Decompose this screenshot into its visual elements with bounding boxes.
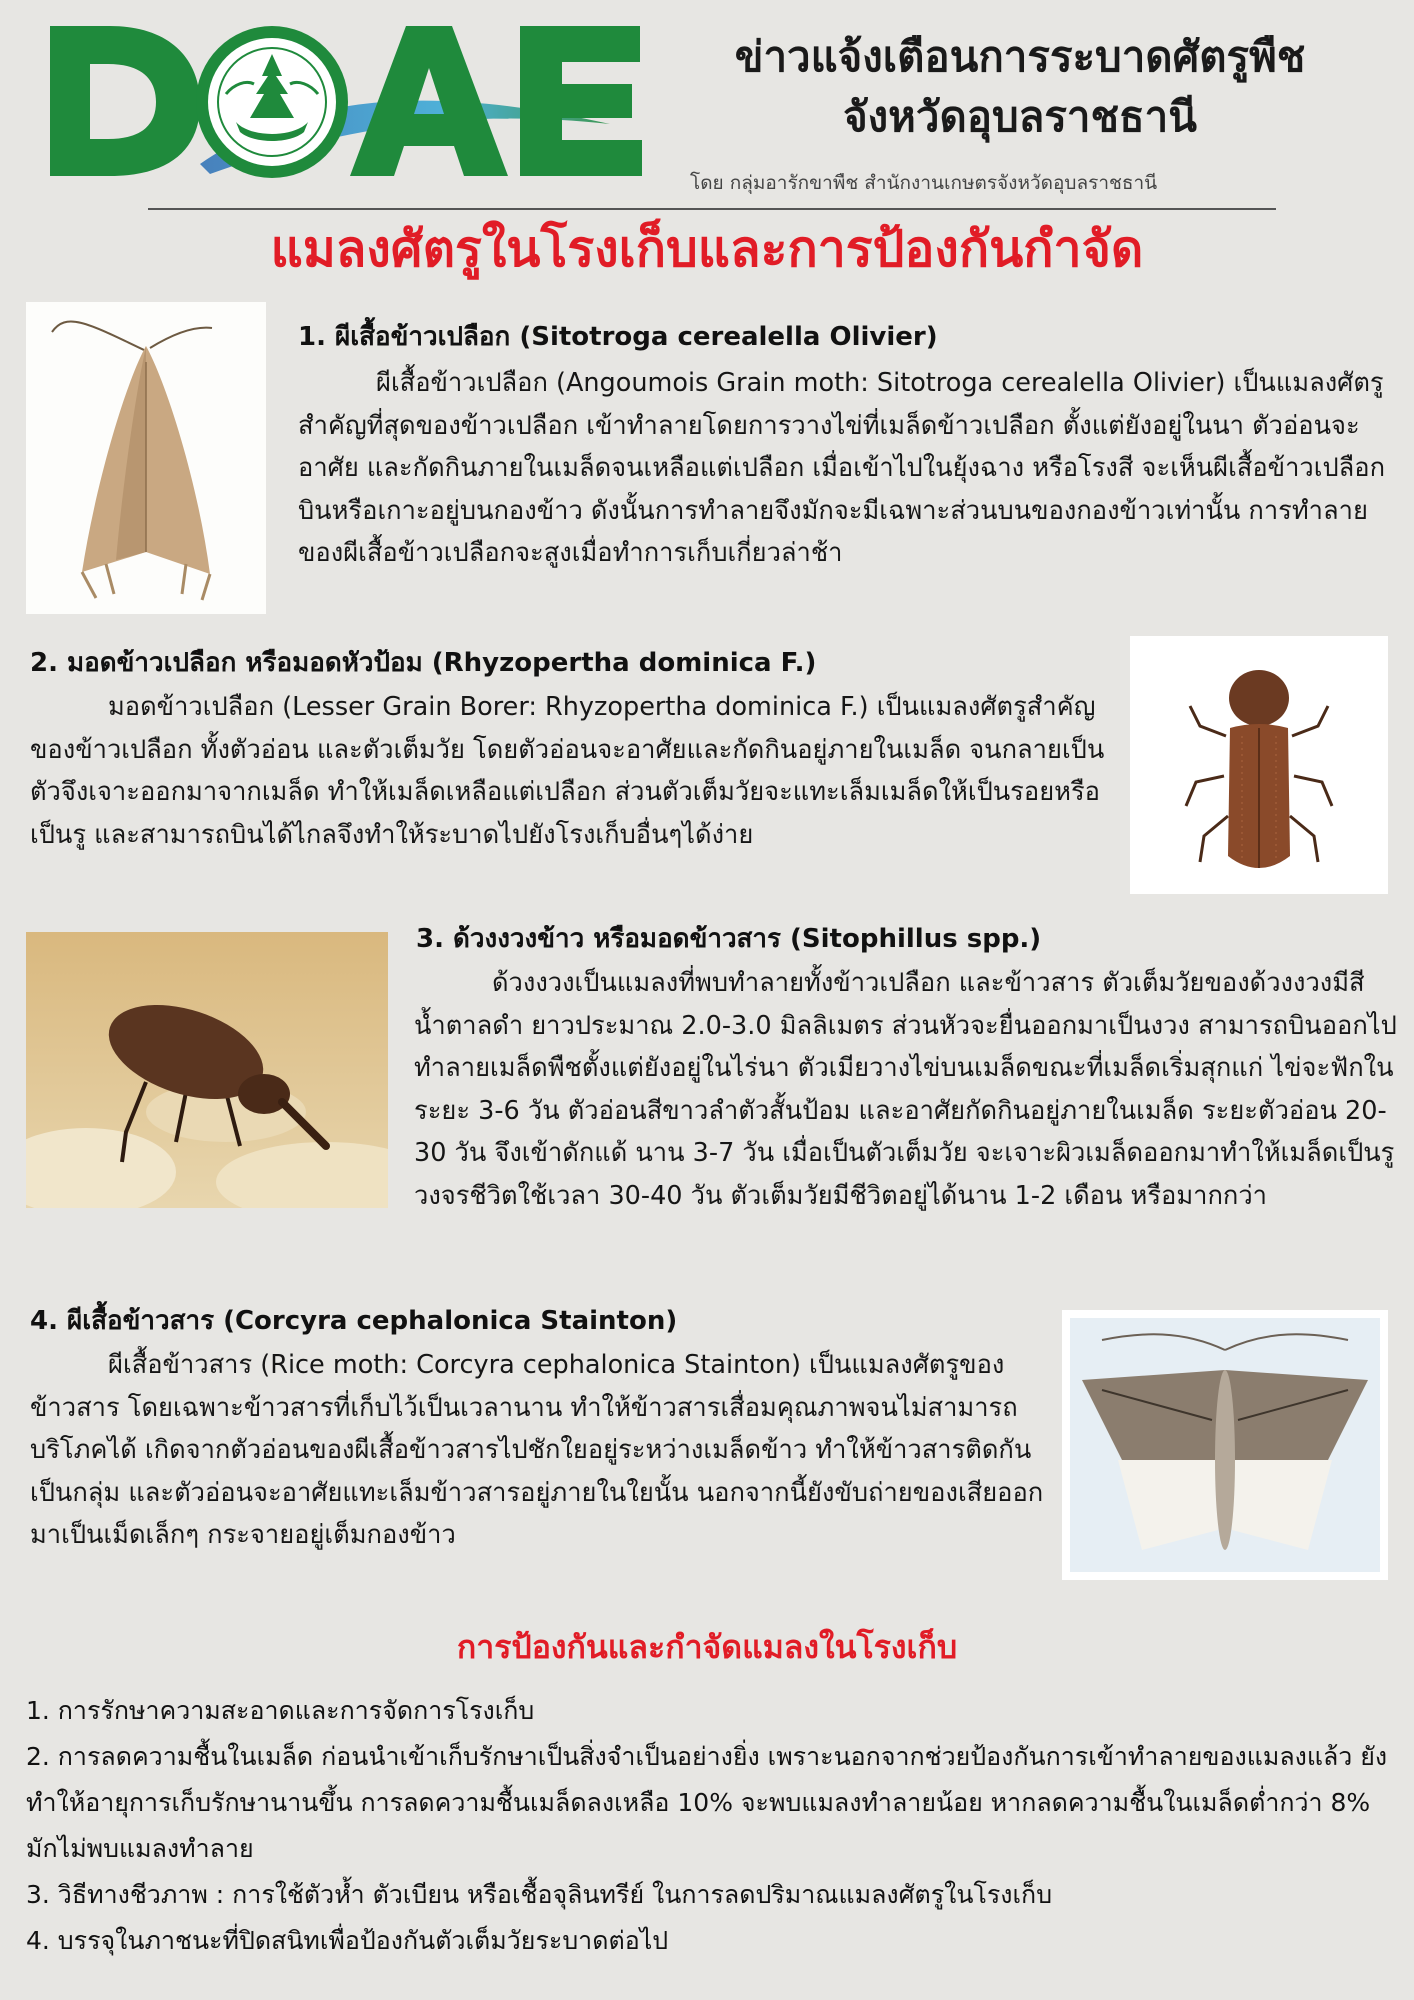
grain-moth-photo (26, 302, 266, 614)
section-4-body: ผีเสื้อข้าวสาร (Rice moth: Corcyra cephalonica Stainton) เป็นแมลงศัตรูของข้าวสาร โดยเฉพาะข้าวสารที่เก็บไว้เป็นเวลานาน ทำให้ข้าวสารเสื่อมคุณภาพจนไม่สามารถบริโภคได้ เกิดจากตัวอ่อนของผีเสื้อข้าวสารไปชักใยอยู่ระหว่างเมล็ดข้าว ทำให้ข้าวสารติดกันเป็นกลุ่ม และตัวอ่อนจะอาศัยแทะเล็มข้าวสารอยู่ภายในใยนั้น นอกจากนี้ยังขับถ่ายของเสียออกมาเป็นเม็ดเล็กๆ กระจายอยู่เต็มกองข้าว (30, 1350, 1044, 1550)
prevention-item-1: 1. การรักษาความสะอาดและการจัดการโรงเก็บ (26, 1696, 535, 1725)
main-title: แมลงศัตรูในโรงเก็บและการป้องกันกำจัด (270, 220, 1144, 278)
section-4-heading: 4. ผีเสื้อข้าวสาร (Corcyra cephalonica Stainton) (30, 1306, 678, 1336)
section-2-body: มอดข้าวเปลือก (Lesser Grain Borer: Rhyzopertha dominica F.) เป็นแมลงศัตรูสำคัญของข้าวเปลือก ทั้งตัวอ่อน และตัวเต็มวัย โดยตัวอ่อนจะอาศัยและกัดกินอยู่ภายในเมล็ด จนกลายเป็นตัวจึงเจาะออกมาจากเมล็ด ทำให้เมล็ดเหลือแต่เปลือก ส่วนตัวเต็มวัยจะแทะเล็มเมล็ดให้เป็นรอยหรือเป็นรู และสามารถบินได้ไกลจึงทำให้ระบาดไปยังโรงเก็บอื่นๆได้ง่าย (30, 692, 1105, 850)
section-1-heading: 1. ผีเสื้อข้าวเปลือก (Sitotroga cerealella Olivier) (298, 322, 938, 352)
seal-icon (196, 26, 348, 178)
rice-moth-photo (1062, 1310, 1388, 1580)
prevention-item-3: 3. วิธีทางชีวภาพ : การใช้ตัวห้ำ ตัวเบียน หรือเชื้อจุลินทรีย์ ในการลดปริมาณแมลงศัตรูในโรงเก็บ (26, 1880, 1053, 1909)
header-divider (148, 208, 1276, 210)
section-3-heading: 3. ด้วงงวงข้าว หรือมอดข้าวสาร (Sitophillus spp.) (416, 924, 1042, 954)
byline: โดย กลุ่มอารักขาพืช สำนักงานเกษตรจังหวัดอุบลราชธานี (690, 172, 1158, 194)
section-1-body: ผีเสื้อข้าวเปลือก (Angoumois Grain moth: Sitotroga cerealella Olivier) เป็นแมลงศัตรูสำคัญที่สุดของข้าวเปลือก เข้าทำลายโดยการวางไข่ที่เมล็ดข้าวเปลือก ตั้งแต่ยังอยู่ในนา ตัวอ่อนจะอาศัย และกัดกินภายในเมล็ดจนเหลือแต่เปลือก เมื่อเข้าไปในยุ้งฉาง หรือโรงสี จะเห็นผีเสื้อข้าวเปลือกบินหรือเกาะอยู่บนกองข้าว ดังนั้นการทำลายจึงมักจะมีเฉพาะส่วนบนของกองข้าวเท่านั้น การทำลายของผีเสื้อข้าวเปลือกจะสูงเมื่อทำการเก็บเกี่ยวล่าช้า (298, 368, 1386, 568)
prevention-title: การป้องกันและกำจัดแมลงในโรงเก็บ (456, 1628, 958, 1666)
section-2-heading: 2. มอดข้าวเปลือก หรือมอดหัวป้อม (Rhyzopertha dominica F.) (30, 648, 817, 678)
grain-borer-photo (1130, 636, 1388, 894)
rice-weevil-photo (26, 932, 388, 1208)
header-title-line2: จังหวัดอุบลราชธานี (843, 92, 1197, 141)
prevention-item-4: 4. บรรจุในภาชนะที่ปิดสนิทเพื่อป้องกันตัวเต็มวัยระบาดต่อไป (26, 1926, 669, 1955)
section-3-body: ด้วงงวงเป็นแมลงที่พบทำลายทั้งข้าวเปลือก และข้าวสาร ตัวเต็มวัยของด้วงงวงมีสีน้ำตาลดำ ยาวประมาณ 2.0-3.0 มิลลิเมตร ส่วนหัวจะยื่นออกมาเป็นงวง สามารถบินออกไปทำลายเมล็ดพืชตั้งแต่ยังอยู่ในไร่นา ตัวเมียวางไข่บนเมล็ดขณะที่เมล็ดเริ่มสุกแก่ ไข่จะฟักในระยะ 3-6 วัน ตัวอ่อนสีขาวลำตัวสั้นป้อม และอาศัยกัดกินอยู่ภายในเมล็ด ระยะตัวอ่อน 20-30 วัน จึงเข้าดักแด้ นาน 3-7 วัน เมื่อเป็นตัวเต็มวัย จะเจาะผิวเมล็ดออกมาทำให้เมล็ดเป็นรู วงจรชีวิตใช้เวลา 30-40 วัน ตัวเต็มวัยมีชีวิตอยู่ได้นาน 1-2 เดือน หรือมากกว่า (414, 968, 1397, 1211)
prevention-item-2: 2. การลดความชื้นในเมล็ด ก่อนนำเข้าเก็บรักษาเป็นสิ่งจำเป็นอย่างยิ่ง เพราะนอกจากช่วยป้องกันการเข้าทำลายของแมลงแล้ว ยังทำให้อายุการเก็บรักษานานขึ้น การลดความชื้นเมล็ดลงเหลือ 10% จะพบแมลงทำลายน้อย หากลดความชื้นในเมล็ดต่ำกว่า 8% มักไม่พบแมลงทำลาย (26, 1742, 1388, 1863)
header-title-line1: ข่าวแจ้งเตือนการระบาดศัตรูพืช (734, 32, 1306, 81)
doae-logo (50, 14, 648, 184)
